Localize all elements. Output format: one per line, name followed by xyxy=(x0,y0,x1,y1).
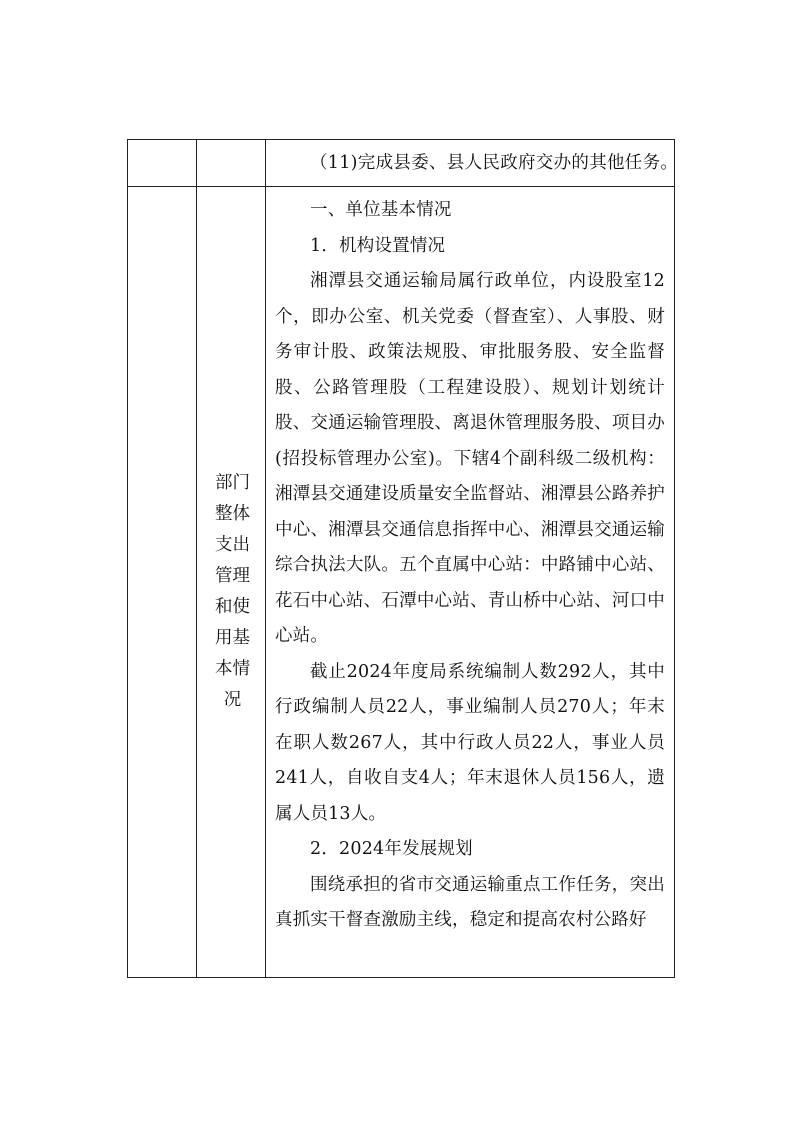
cell-empty-2 xyxy=(197,140,266,187)
cell-empty-3 xyxy=(128,187,197,978)
task-item-11: （11)完成县委、县人民政府交办的其他任务。 xyxy=(310,153,679,173)
table-row-overview xyxy=(128,187,675,978)
cell-side-label xyxy=(197,187,266,978)
cell-task-text xyxy=(266,140,679,187)
cell-body xyxy=(266,187,675,978)
table-row-continuation xyxy=(128,140,675,187)
paragraph-development-plan: 围绕承担的省市交通运输重点工作任务，突出真抓实干督查激励主线，稳定和提高农村公路好 xyxy=(275,874,665,930)
side-label-text: 部门整体支出管理和使用基本情况 xyxy=(215,473,250,710)
subheading-org-setup: 1．机构设置情况 xyxy=(310,235,446,256)
paragraph-org-setup: 湘潭县交通运输局属行政单位，内设股室12个，即办公室、机关党委（督查室）、人事股、财务审计股、政策法规股、审批服务股、安全监督股、公路管理股（工程建设股）、规划计划统计股、交通运输管理股、离退休管理服务股、项目办(招投标管理办公室)。下辖4个副科级二级机构：湘潭县交通建设质量安全监督站、湘潭县公路养护中心、湘潭县交通信息指挥中心、湘潭县交通运输综合执法大队。五个直属中心站：中路铺中心站、花石中心站、石潭中心站、青山桥中心站、河口中心站。 xyxy=(275,271,665,646)
paragraph-staffing: 截止2024年度局系统编制人数292人，其中行政编制人员22人，事业编制人员270人；年末在职人数267人，其中行政人员22人，事业人员241人，自收自支4人；年末退休人员156人，遗属人员13人。 xyxy=(275,661,665,824)
section-heading-basic-info: 一、单位基本情况 xyxy=(310,200,452,220)
document-table xyxy=(127,139,679,978)
subheading-development-plan: 2．2024年发展规划 xyxy=(310,839,473,859)
cell-empty-1 xyxy=(128,140,197,187)
